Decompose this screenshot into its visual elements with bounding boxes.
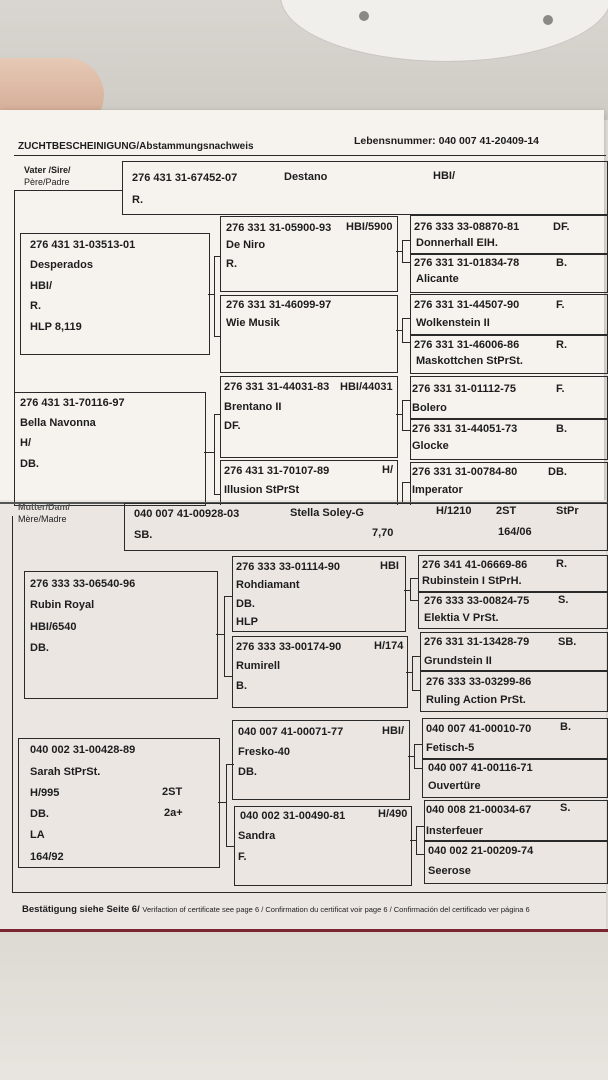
- footer-note-bold: Bestätigung siehe Seite 6/: [22, 904, 140, 915]
- tree-line: [226, 764, 227, 846]
- ancestor-number: 040 008 21-00034-67: [426, 804, 532, 816]
- ancestor-number: 040 002 31-00490-81: [240, 810, 346, 822]
- ancestor-name: Illusion StPrSt: [224, 484, 300, 496]
- footer-note: [22, 905, 530, 915]
- ancestor-box-dam-sire: [24, 571, 218, 699]
- ancestor-detail: DB.: [238, 766, 257, 778]
- ancestor-number: 040 007 41-00010-70: [426, 723, 532, 735]
- dam-label-fr: Mère/Madre: [18, 514, 67, 524]
- ancestor-code: SB.: [558, 636, 577, 648]
- ancestor-name: Brentano II: [224, 401, 282, 413]
- ancestor-name: Donnerhall EIH.: [416, 237, 498, 249]
- ancestor-name: Wie Musik: [226, 317, 280, 329]
- tree-line: [218, 802, 226, 803]
- sire-number: 276 431 31-67452-07: [132, 172, 238, 184]
- ancestor-code: B.: [560, 721, 571, 733]
- ancestor-number: 276 331 31-01834-78: [414, 257, 520, 269]
- ancestor-number: 276 341 41-06669-86: [422, 559, 528, 571]
- table-surface: [0, 932, 608, 1080]
- tree-line: [402, 482, 403, 504]
- ancestor-number: 276 333 33-01114-90: [236, 561, 340, 573]
- sire-code: HBI/: [433, 170, 455, 182]
- tree-line: [404, 590, 410, 591]
- ancestor-detail: 2a+: [164, 807, 183, 819]
- screw-hole: [359, 11, 369, 21]
- ancestor-name: Sarah StPrSt.: [30, 766, 101, 778]
- ancestor-name: Ruling Action PrSt.: [426, 694, 526, 706]
- ancestor-name: Fresko-40: [238, 746, 290, 758]
- dam-name: Stella Soley-G: [290, 507, 364, 519]
- ancestor-number: 276 331 31-44507-90: [414, 299, 520, 311]
- ancestor-number: 040 007 41-00116-71: [428, 762, 533, 774]
- ancestor-number: 276 331 31-00784-80: [412, 466, 518, 478]
- ancestor-name: Seerose: [428, 865, 471, 877]
- tree-line: [416, 854, 424, 855]
- ancestor-name: Insterfeuer: [426, 825, 483, 837]
- ancestor-code: F.: [556, 383, 565, 395]
- tree-line: [216, 634, 224, 635]
- dam-status: 2ST: [496, 505, 517, 517]
- ancestor-detail: R.: [226, 258, 237, 270]
- ancestor-name: Sandra: [238, 830, 276, 842]
- ancestor-number: 040 002 21-00209-74: [428, 845, 534, 857]
- tree-line: [402, 318, 403, 342]
- dam-year: 164/06: [498, 526, 532, 538]
- tree-line: [416, 826, 417, 854]
- dam-label: Mutter/Dam/: [18, 502, 71, 512]
- ancestor-code: HBI: [380, 560, 399, 572]
- document-title: ZUCHTBESCHEINIGUNG/Abstammungsnachweis: [18, 141, 254, 152]
- sire-box: [122, 161, 608, 215]
- tree-line: [408, 756, 414, 757]
- ancestor-detail: LA: [30, 829, 45, 841]
- ancestor-number: 276 431 31-03513-01: [30, 239, 136, 251]
- sire-label: Vater /Sire/: [24, 165, 71, 175]
- ancestor-name: Fetisch-5: [426, 742, 475, 754]
- ancestor-detail: HBI/: [30, 280, 52, 292]
- dam-color: SB.: [134, 529, 153, 541]
- ancestor-number: 276 331 31-05900-93: [226, 222, 332, 234]
- ancestor-name: Elektia V PrSt.: [424, 612, 499, 624]
- ancestor-code: S.: [560, 802, 571, 814]
- ancestor-detail: R.: [30, 300, 41, 312]
- dam-stpr: StPr: [556, 505, 579, 517]
- ancestor-box-dam-dam: [18, 738, 220, 868]
- tree-line: [412, 690, 420, 691]
- tree-line: [402, 318, 410, 319]
- ancestor-box-sire-sire: [20, 233, 210, 355]
- ancestor-name: Bella Navonna: [20, 417, 96, 429]
- sire-name: Destano: [284, 171, 328, 183]
- ancestor-detail: H/: [20, 437, 31, 449]
- ancestor-detail: DB.: [236, 598, 255, 610]
- ancestor-detail: DF.: [224, 420, 241, 432]
- ancestor-code: R.: [556, 558, 567, 570]
- ancestor-name: Rubinstein I StPrH.: [422, 575, 522, 587]
- tree-line: [224, 676, 232, 677]
- ancestor-code: H/: [382, 464, 393, 476]
- sire-color: R.: [132, 194, 143, 206]
- ancestor-code: HBI/5900: [346, 221, 393, 233]
- tree-line: [402, 262, 410, 263]
- ancestor-detail: HBI/6540: [30, 621, 77, 633]
- tree-line: [402, 400, 403, 430]
- tree-line: [214, 414, 215, 494]
- tree-line: [402, 482, 410, 483]
- ancestor-name: De Niro: [226, 239, 266, 251]
- tree-line: [412, 656, 420, 657]
- ancestor-code: DB.: [548, 466, 567, 478]
- ancestor-code: B.: [556, 257, 567, 269]
- header-rule: [14, 155, 606, 156]
- tree-line: [402, 400, 410, 401]
- ancestor-number: 276 333 33-00174-90: [236, 641, 342, 653]
- tree-line: [416, 826, 424, 827]
- tree-line: [214, 256, 215, 336]
- tree-line: [396, 330, 402, 331]
- ancestor-number: 040 002 31-00428-89: [30, 744, 136, 756]
- ancestor-number: 276 333 33-03299-86: [426, 676, 532, 688]
- tree-line: [410, 600, 418, 601]
- ancestor-number: 276 331 31-01112-75: [412, 383, 516, 395]
- tree-line: [402, 240, 403, 262]
- ancestor-number: 276 431 31-70107-89: [224, 465, 330, 477]
- tree-line: [406, 672, 412, 673]
- ancestor-name: Grundstein II: [424, 655, 492, 667]
- ancestor-code: HBI/: [382, 725, 404, 737]
- screw-hole: [543, 15, 553, 25]
- tree-line: [410, 578, 418, 579]
- tree-line: [414, 744, 422, 745]
- tree-line: [226, 846, 234, 847]
- ancestor-name: Rubin Royal: [30, 599, 95, 611]
- tree-line: [224, 596, 232, 597]
- tree-line: [410, 578, 411, 600]
- sire-label-fr: Père/Padre: [24, 177, 70, 187]
- ancestor-number: 276 333 33-00824-75: [424, 595, 530, 607]
- ancestor-code: DF.: [553, 221, 570, 233]
- ancestor-number: 276 431 31-70116-97: [20, 397, 125, 409]
- ancestor-code: F.: [556, 299, 565, 311]
- tree-line: [402, 240, 410, 241]
- tree-line: [12, 516, 13, 892]
- ancestor-number: 040 007 41-00071-77: [238, 726, 344, 738]
- tree-line: [396, 251, 402, 252]
- ancestor-code: S.: [558, 594, 569, 606]
- ancestor-name: Rumirell: [236, 660, 281, 672]
- tree-line: [412, 656, 413, 690]
- ancestor-number: 276 331 31-46099-97: [226, 299, 332, 311]
- ancestor-name: Imperator: [412, 484, 463, 496]
- tree-line: [224, 596, 225, 676]
- ancestor-detail: 2ST: [162, 786, 183, 798]
- tree-line: [204, 452, 214, 453]
- ancestor-detail: HLP 8,119: [30, 321, 82, 333]
- dam-number: 040 007 41-00928-03: [134, 508, 240, 520]
- ancestor-number: 276 333 33-06540-96: [30, 578, 136, 590]
- ancestor-detail: F.: [238, 851, 247, 863]
- dam-score: 7,70: [372, 527, 394, 539]
- life-number: Lebensnummer: 040 007 41-20409-14: [354, 135, 540, 147]
- ancestor-name: Rohdiamant: [236, 579, 300, 591]
- ancestor-name: Maskottchen StPrSt.: [416, 355, 523, 367]
- ancestor-name: Bolero: [412, 402, 447, 414]
- ancestor-detail: DB.: [30, 642, 49, 654]
- tree-line: [414, 768, 422, 769]
- ancestor-code: H/490: [378, 808, 408, 820]
- tree-line: [396, 414, 402, 415]
- ancestor-detail: DB.: [30, 808, 49, 820]
- ancestor-code: R.: [556, 339, 567, 351]
- tree-line: [402, 342, 410, 343]
- tree-line: [410, 840, 416, 841]
- tree-line: [12, 892, 606, 893]
- ancestor-number: 276 333 33-08870-81: [414, 221, 520, 233]
- ancestor-number: 276 331 31-46006-86: [414, 339, 520, 351]
- ancestor-name: Glocke: [412, 440, 449, 452]
- tree-line: [402, 430, 410, 431]
- ancestor-name: Ouvertüre: [428, 780, 481, 792]
- ancestor-number: 276 331 31-13428-79: [424, 636, 530, 648]
- ancestor-code: H/174: [374, 640, 404, 652]
- ancestor-detail: DB.: [20, 458, 39, 470]
- ancestor-box-sire-dam: [14, 392, 206, 506]
- ancestor-detail: 164/92: [30, 851, 64, 863]
- ancestor-detail: H/995: [30, 787, 60, 799]
- tree-line: [208, 294, 214, 295]
- tree-line: [414, 744, 415, 768]
- ancestor-name: Alicante: [416, 273, 459, 285]
- ancestor-number: 276 331 31-44031-83: [224, 381, 330, 393]
- ancestor-detail: B.: [236, 680, 247, 692]
- tree-line: [14, 190, 122, 191]
- ancestor-code: HBI/44031: [340, 381, 393, 393]
- ancestor-code: B.: [556, 423, 567, 435]
- ancestor-detail: HLP: [236, 616, 258, 628]
- ancestor-name: Desperados: [30, 259, 93, 271]
- dam-code: H/1210: [436, 505, 472, 517]
- footer-note-rest: Verifaction of certificate see page 6 / Confirmation du certificat voir page 6 / Confirmación del certificado ver página 6: [142, 905, 530, 914]
- ancestor-number: 276 331 31-44051-73: [412, 423, 518, 435]
- ancestor-name: Wolkenstein II: [416, 317, 490, 329]
